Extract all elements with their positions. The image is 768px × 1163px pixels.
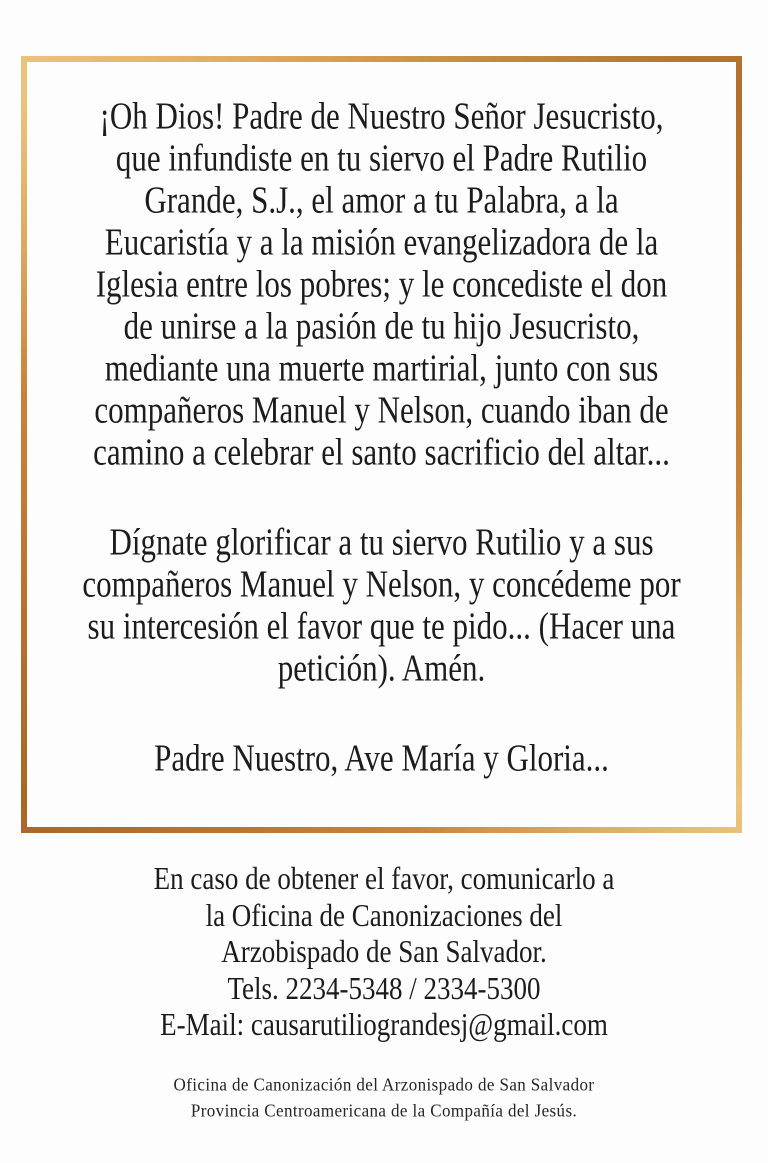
text-line [33, 96, 730, 138]
text-line-content: camino a celebrar el santo sacrificio del altar... [93, 430, 670, 474]
contact-info [0, 861, 768, 1044]
text-line [33, 564, 730, 606]
text-line-content: de unirse a la pasión de tu hijo Jesucristo, [123, 304, 640, 348]
text-line [33, 432, 730, 474]
text-line [33, 180, 730, 222]
text-line-content: Provincia Centroamericana de la Compañía del Jesús. [190, 1100, 578, 1121]
text-line-content: su intercesión el favor que te pido... (Hacer una [87, 604, 676, 648]
text-line [0, 898, 768, 935]
prayer-paragraph-3-devotions [33, 738, 730, 780]
text-line-content: Iglesia entre los pobres; y le concediste el don [95, 262, 668, 306]
gold-border-frame [21, 56, 742, 833]
text-line [33, 606, 730, 648]
text-line-content: Oficina de Canonización del Arzonispado de San Salvador [173, 1074, 595, 1095]
text-line-content: que infundiste en tu siervo el Padre Rutilio [115, 136, 648, 180]
text-line-content: Tels. 2234-5348 / 2334-5300 [227, 970, 541, 1006]
text-line-content: Eucaristía y a la misión evangelizadora de la [104, 220, 659, 264]
text-line [33, 264, 730, 306]
text-line-content: compañeros Manuel y Nelson, y concédeme por [82, 562, 681, 606]
prayer-paragraph-2 [33, 522, 730, 690]
text-line-content: Padre Nuestro, Ave María y Gloria... [154, 736, 609, 780]
text-line [0, 971, 768, 1008]
text-line [33, 348, 730, 390]
text-line-content: compañeros Manuel y Nelson, cuando iban de [94, 388, 669, 432]
text-line [0, 1098, 768, 1124]
text-line [33, 522, 730, 564]
text-line [33, 138, 730, 180]
text-line [0, 1072, 768, 1098]
text-line [0, 861, 768, 898]
text-line-content: petición). Amén. [277, 646, 486, 690]
text-line [33, 222, 730, 264]
prayer-paragraph-1 [33, 96, 730, 474]
text-line [33, 648, 730, 690]
text-line-content: mediante una muerte martirial, junto con sus [104, 346, 659, 390]
text-line-content: Dígnate glorificar a tu siervo Rutilio y a sus [109, 520, 654, 564]
text-line [33, 738, 730, 780]
text-line-content: E-Mail: causarutiliograndesj@gmail.com [160, 1006, 608, 1043]
text-line-content: Arzobispado de San Salvador. [221, 933, 547, 970]
text-line [0, 1007, 768, 1044]
footer-credits [0, 1072, 768, 1124]
text-line-content: la Oficina de Canonizaciones del [205, 897, 563, 933]
text-line-content: En caso de obtener el favor, comunicarlo a [153, 860, 615, 897]
text-line [0, 934, 768, 971]
text-line [33, 390, 730, 432]
text-line-content: ¡Oh Dios! Padre de Nuestro Señor Jesucristo, [99, 94, 664, 138]
text-line [33, 306, 730, 348]
text-line-content: Grande, S.J., el amor a tu Palabra, a la [144, 178, 619, 222]
